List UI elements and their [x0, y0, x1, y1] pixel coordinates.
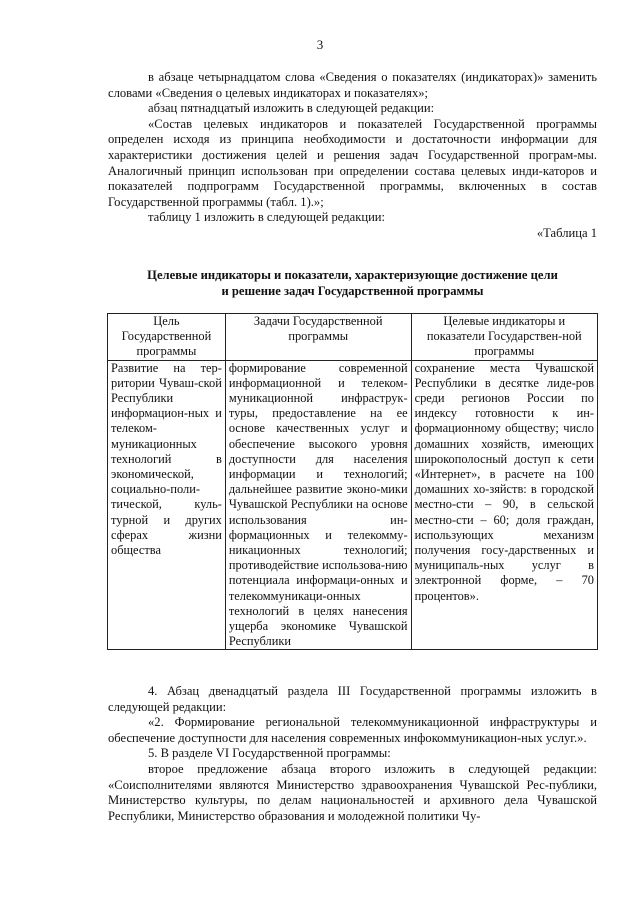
paragraph: 5. В разделе VI Государственной программы: — [148, 746, 391, 761]
paragraph: в абзаце четырнадцатом слова «Сведения о показателях (индикаторах)» заменить словами «Сведения о целевых индикаторах и показателях»; — [108, 70, 597, 100]
outro-text — [108, 684, 597, 824]
cell-indicators: сохранение места Чувашской Республики в десятке лиде-ров среди регионов России по индексу готовности к ин-формационному обществу; число домашних хозяйств, имеющих широкополосный доступ к сети «Интернет», в расчете на 100 домашних хо-зяйств: в городской местно-сти – 90, в сельской местно-сти – 60; доля граждан, использующих механизм получения госу-дарственных и муниципаль-ных услуг в электронной форме, – 70 процентов». — [411, 360, 597, 650]
intro-text — [108, 70, 597, 242]
column-header-goal: Цель Государственной программы — [108, 314, 226, 361]
caption-line: и решение задач Государственной программы — [221, 283, 484, 298]
table-caption — [108, 268, 597, 300]
table-row — [108, 360, 598, 650]
indicators-table — [107, 313, 598, 650]
caption-line: Целевые индикаторы и показатели, характеризующие достижение цели — [147, 268, 558, 282]
paragraph: абзац пятнадцатый изложить в следующей редакции: — [148, 101, 435, 116]
page-number: 3 — [316, 37, 324, 52]
paragraph: 4. Абзац двенадцатый раздела III Государственной программы изложить в следующей редакции: — [108, 684, 597, 714]
paragraph: «Состав целевых индикаторов и показателей Государственной программы определен исходя из принципа необходимости и достаточности информации для характеристики достижения целей и решения задач Государственной програм-мы. Аналогичный принцип использован при определении состава целевых инди-каторов и показателей подпрограмм Государственной программы, включенных в состав Государственной программы (табл. 1).»; — [108, 116, 597, 209]
paragraph: таблицу 1 изложить в следующей редакции: — [148, 210, 386, 225]
column-header-indicators: Целевые индикаторы и показатели Государствен-ной программы — [411, 314, 597, 361]
column-header-tasks: Задачи Государственной программы — [225, 314, 411, 361]
table-header-row — [108, 314, 598, 361]
paragraph: «2. Формирование региональной телекоммуникационной инфраструктуры и обеспечение доступности для населения современных инфокоммуникацион-ных услуг.». — [108, 715, 597, 745]
paragraph: второе предложение абзаца второго изложить в следующей редакции: «Соисполнителями являются Министерство здравоохранения Чувашской Рес-публики, Министерство культуры, по делам национальностей и архивного дела Чувашской Республики, Министерство образования и молодежной политики Чу- — [108, 761, 597, 823]
cell-goal: Развитие на тер-ритории Чуваш-ской Республики информацион-ных и телеком-муникационных технологий в экономической, социально-поли-тической, куль-турной и других сферах жизни общества — [108, 360, 226, 650]
cell-tasks: формирование современной информационной и телеком-муникационной инфраструк-туры, предоставление на ее основе качественных услуг и обеспечение высокого уровня доступности для населения информации и технологий; дальнейшее развитие эконо-мики Чувашской Республики на основе использования ин-формационных и телекомму-никационных технологий; противодействие использова-нию потенциала информаци-онных и телекоммуникаци-онных технологий в целях нанесения ущерба экономике Чувашской Республики — [225, 360, 411, 650]
table-reference: «Таблица 1 — [536, 225, 597, 240]
